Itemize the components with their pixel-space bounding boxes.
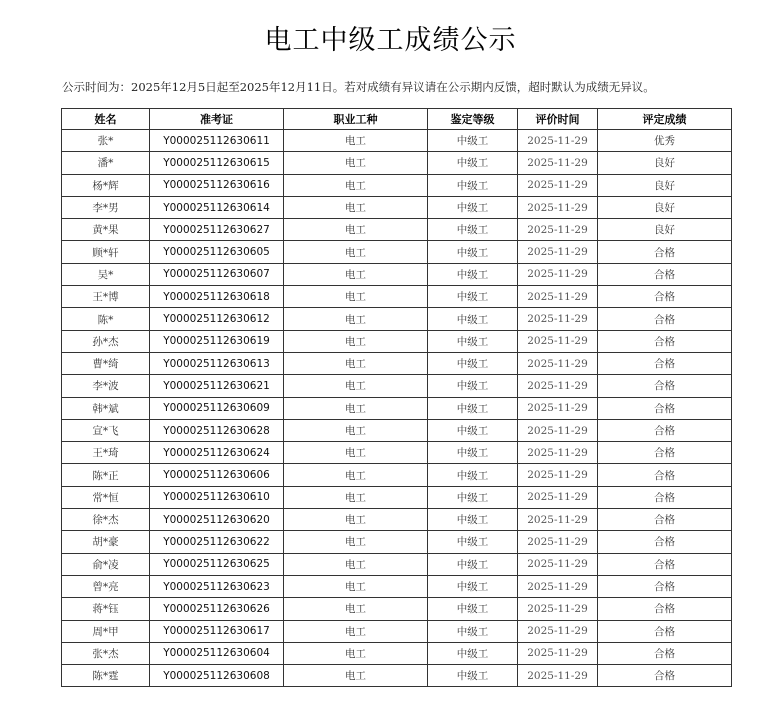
header-eval-date: 评价时间	[518, 109, 598, 130]
cell-eval-date: 2025-11-29	[518, 330, 598, 352]
cell-eval-date: 2025-11-29	[518, 464, 598, 486]
cell-occupation: 电工	[284, 620, 428, 642]
cell-level: 中级工	[428, 464, 518, 486]
cell-eval-date: 2025-11-29	[518, 620, 598, 642]
cell-exam-id: Y000025112630625	[150, 553, 284, 575]
cell-occupation: 电工	[284, 241, 428, 263]
cell-exam-id: Y000025112630614	[150, 196, 284, 218]
cell-name: 陈*正	[62, 464, 150, 486]
cell-exam-id: Y000025112630623	[150, 575, 284, 597]
cell-exam-id: Y000025112630612	[150, 308, 284, 330]
cell-eval-date: 2025-11-29	[518, 531, 598, 553]
cell-result: 合格	[598, 286, 732, 308]
cell-level: 中级工	[428, 509, 518, 531]
cell-name: 杨*辉	[62, 174, 150, 196]
cell-eval-date: 2025-11-29	[518, 553, 598, 575]
cell-exam-id: Y000025112630608	[150, 665, 284, 687]
cell-name: 潘*	[62, 152, 150, 174]
table-row	[62, 286, 732, 308]
table-row	[62, 486, 732, 508]
cell-name: 顾*轩	[62, 241, 150, 263]
cell-occupation: 电工	[284, 665, 428, 687]
cell-result: 合格	[598, 464, 732, 486]
cell-exam-id: Y000025112630609	[150, 397, 284, 419]
cell-exam-id: Y000025112630611	[150, 130, 284, 152]
cell-level: 中级工	[428, 308, 518, 330]
cell-exam-id: Y000025112630627	[150, 219, 284, 241]
cell-eval-date: 2025-11-29	[518, 397, 598, 419]
cell-eval-date: 2025-11-29	[518, 575, 598, 597]
header-name: 姓名	[62, 109, 150, 130]
cell-result: 合格	[598, 397, 732, 419]
cell-result: 合格	[598, 598, 732, 620]
cell-level: 中级工	[428, 174, 518, 196]
table-row	[62, 598, 732, 620]
cell-result: 合格	[598, 442, 732, 464]
cell-eval-date: 2025-11-29	[518, 308, 598, 330]
table-row	[62, 330, 732, 352]
cell-occupation: 电工	[284, 196, 428, 218]
table-body	[62, 130, 732, 687]
cell-result: 合格	[598, 308, 732, 330]
cell-result: 合格	[598, 352, 732, 374]
cell-result: 合格	[598, 509, 732, 531]
header-result: 评定成绩	[598, 109, 732, 130]
cell-level: 中级工	[428, 286, 518, 308]
cell-result: 合格	[598, 620, 732, 642]
cell-exam-id: Y000025112630624	[150, 442, 284, 464]
table-row	[62, 665, 732, 687]
cell-occupation: 电工	[284, 464, 428, 486]
cell-name: 韩*斌	[62, 397, 150, 419]
cell-result: 合格	[598, 330, 732, 352]
cell-level: 中级工	[428, 598, 518, 620]
cell-eval-date: 2025-11-29	[518, 598, 598, 620]
cell-result: 合格	[598, 642, 732, 664]
cell-occupation: 电工	[284, 486, 428, 508]
table-row	[62, 375, 732, 397]
cell-level: 中级工	[428, 130, 518, 152]
cell-exam-id: Y000025112630620	[150, 509, 284, 531]
cell-name: 吴*	[62, 263, 150, 285]
table-row	[62, 464, 732, 486]
cell-exam-id: Y000025112630615	[150, 152, 284, 174]
cell-exam-id: Y000025112630616	[150, 174, 284, 196]
table-row	[62, 642, 732, 664]
cell-name: 蒋*钰	[62, 598, 150, 620]
cell-occupation: 电工	[284, 442, 428, 464]
table-row	[62, 352, 732, 374]
table-row	[62, 509, 732, 531]
cell-eval-date: 2025-11-29	[518, 263, 598, 285]
cell-exam-id: Y000025112630622	[150, 531, 284, 553]
cell-name: 张*	[62, 130, 150, 152]
cell-name: 陈*	[62, 308, 150, 330]
table-row	[62, 130, 732, 152]
cell-result: 优秀	[598, 130, 732, 152]
cell-occupation: 电工	[284, 286, 428, 308]
cell-occupation: 电工	[284, 397, 428, 419]
cell-eval-date: 2025-11-29	[518, 375, 598, 397]
notice-text: 公示时间为：2025年12月5日起至2025年12月11日。若对成绩有异议请在公示期内反馈，超时默认为成绩无异议。	[62, 80, 655, 94]
cell-name: 徐*杰	[62, 509, 150, 531]
cell-result: 合格	[598, 241, 732, 263]
table-row	[62, 397, 732, 419]
table-row	[62, 442, 732, 464]
cell-level: 中级工	[428, 553, 518, 575]
cell-occupation: 电工	[284, 330, 428, 352]
cell-level: 中级工	[428, 375, 518, 397]
table-row	[62, 553, 732, 575]
cell-level: 中级工	[428, 241, 518, 263]
table-row	[62, 196, 732, 218]
cell-name: 俞*凌	[62, 553, 150, 575]
cell-name: 黄*果	[62, 219, 150, 241]
cell-exam-id: Y000025112630606	[150, 464, 284, 486]
table-row	[62, 531, 732, 553]
cell-name: 周*甲	[62, 620, 150, 642]
cell-result: 合格	[598, 531, 732, 553]
cell-result: 合格	[598, 263, 732, 285]
cell-level: 中级工	[428, 531, 518, 553]
results-table	[61, 108, 732, 687]
header-level: 鉴定等级	[428, 109, 518, 130]
cell-exam-id: Y000025112630610	[150, 486, 284, 508]
cell-level: 中级工	[428, 642, 518, 664]
cell-occupation: 电工	[284, 174, 428, 196]
cell-eval-date: 2025-11-29	[518, 642, 598, 664]
table-row	[62, 419, 732, 441]
cell-eval-date: 2025-11-29	[518, 442, 598, 464]
cell-eval-date: 2025-11-29	[518, 486, 598, 508]
cell-name: 孙*杰	[62, 330, 150, 352]
cell-level: 中级工	[428, 620, 518, 642]
cell-level: 中级工	[428, 486, 518, 508]
cell-eval-date: 2025-11-29	[518, 352, 598, 374]
cell-level: 中级工	[428, 196, 518, 218]
cell-result: 合格	[598, 486, 732, 508]
table-header-row	[62, 109, 732, 130]
table-row	[62, 241, 732, 263]
cell-name: 胡*豪	[62, 531, 150, 553]
cell-eval-date: 2025-11-29	[518, 130, 598, 152]
cell-name: 曾*亮	[62, 575, 150, 597]
cell-name: 李*男	[62, 196, 150, 218]
cell-occupation: 电工	[284, 130, 428, 152]
cell-level: 中级工	[428, 219, 518, 241]
cell-exam-id: Y000025112630626	[150, 598, 284, 620]
cell-occupation: 电工	[284, 509, 428, 531]
cell-exam-id: Y000025112630604	[150, 642, 284, 664]
cell-eval-date: 2025-11-29	[518, 152, 598, 174]
cell-eval-date: 2025-11-29	[518, 286, 598, 308]
cell-name: 宣*飞	[62, 419, 150, 441]
cell-eval-date: 2025-11-29	[518, 419, 598, 441]
cell-occupation: 电工	[284, 308, 428, 330]
cell-exam-id: Y000025112630621	[150, 375, 284, 397]
cell-result: 良好	[598, 152, 732, 174]
cell-occupation: 电工	[284, 642, 428, 664]
cell-occupation: 电工	[284, 375, 428, 397]
cell-occupation: 电工	[284, 598, 428, 620]
cell-exam-id: Y000025112630617	[150, 620, 284, 642]
cell-result: 合格	[598, 553, 732, 575]
cell-level: 中级工	[428, 397, 518, 419]
cell-level: 中级工	[428, 665, 518, 687]
header-occupation: 职业工种	[284, 109, 428, 130]
cell-eval-date: 2025-11-29	[518, 219, 598, 241]
cell-level: 中级工	[428, 419, 518, 441]
cell-result: 良好	[598, 196, 732, 218]
cell-result: 合格	[598, 575, 732, 597]
table-row	[62, 308, 732, 330]
cell-result: 合格	[598, 665, 732, 687]
cell-eval-date: 2025-11-29	[518, 665, 598, 687]
table-row	[62, 263, 732, 285]
table-row	[62, 219, 732, 241]
header-exam-id: 准考证	[150, 109, 284, 130]
cell-occupation: 电工	[284, 352, 428, 374]
table-row	[62, 152, 732, 174]
cell-occupation: 电工	[284, 419, 428, 441]
table-row	[62, 620, 732, 642]
cell-eval-date: 2025-11-29	[518, 241, 598, 263]
cell-name: 陈*霆	[62, 665, 150, 687]
cell-name: 李*波	[62, 375, 150, 397]
cell-occupation: 电工	[284, 152, 428, 174]
cell-name: 王*博	[62, 286, 150, 308]
cell-occupation: 电工	[284, 531, 428, 553]
cell-result: 合格	[598, 419, 732, 441]
cell-eval-date: 2025-11-29	[518, 196, 598, 218]
cell-exam-id: Y000025112630628	[150, 419, 284, 441]
cell-level: 中级工	[428, 575, 518, 597]
cell-eval-date: 2025-11-29	[518, 174, 598, 196]
cell-occupation: 电工	[284, 219, 428, 241]
cell-exam-id: Y000025112630605	[150, 241, 284, 263]
cell-result: 良好	[598, 219, 732, 241]
cell-level: 中级工	[428, 330, 518, 352]
table-row	[62, 575, 732, 597]
cell-name: 张*杰	[62, 642, 150, 664]
cell-name: 常*恒	[62, 486, 150, 508]
cell-exam-id: Y000025112630619	[150, 330, 284, 352]
table-row	[62, 174, 732, 196]
cell-level: 中级工	[428, 263, 518, 285]
cell-occupation: 电工	[284, 553, 428, 575]
cell-result: 合格	[598, 375, 732, 397]
cell-level: 中级工	[428, 152, 518, 174]
cell-level: 中级工	[428, 352, 518, 374]
cell-name: 曹*绮	[62, 352, 150, 374]
cell-exam-id: Y000025112630607	[150, 263, 284, 285]
cell-result: 良好	[598, 174, 732, 196]
cell-level: 中级工	[428, 442, 518, 464]
page-title: 电工中级工成绩公示	[264, 25, 517, 56]
cell-exam-id: Y000025112630618	[150, 286, 284, 308]
cell-occupation: 电工	[284, 575, 428, 597]
cell-eval-date: 2025-11-29	[518, 509, 598, 531]
cell-name: 王*琦	[62, 442, 150, 464]
cell-exam-id: Y000025112630613	[150, 352, 284, 374]
cell-occupation: 电工	[284, 263, 428, 285]
